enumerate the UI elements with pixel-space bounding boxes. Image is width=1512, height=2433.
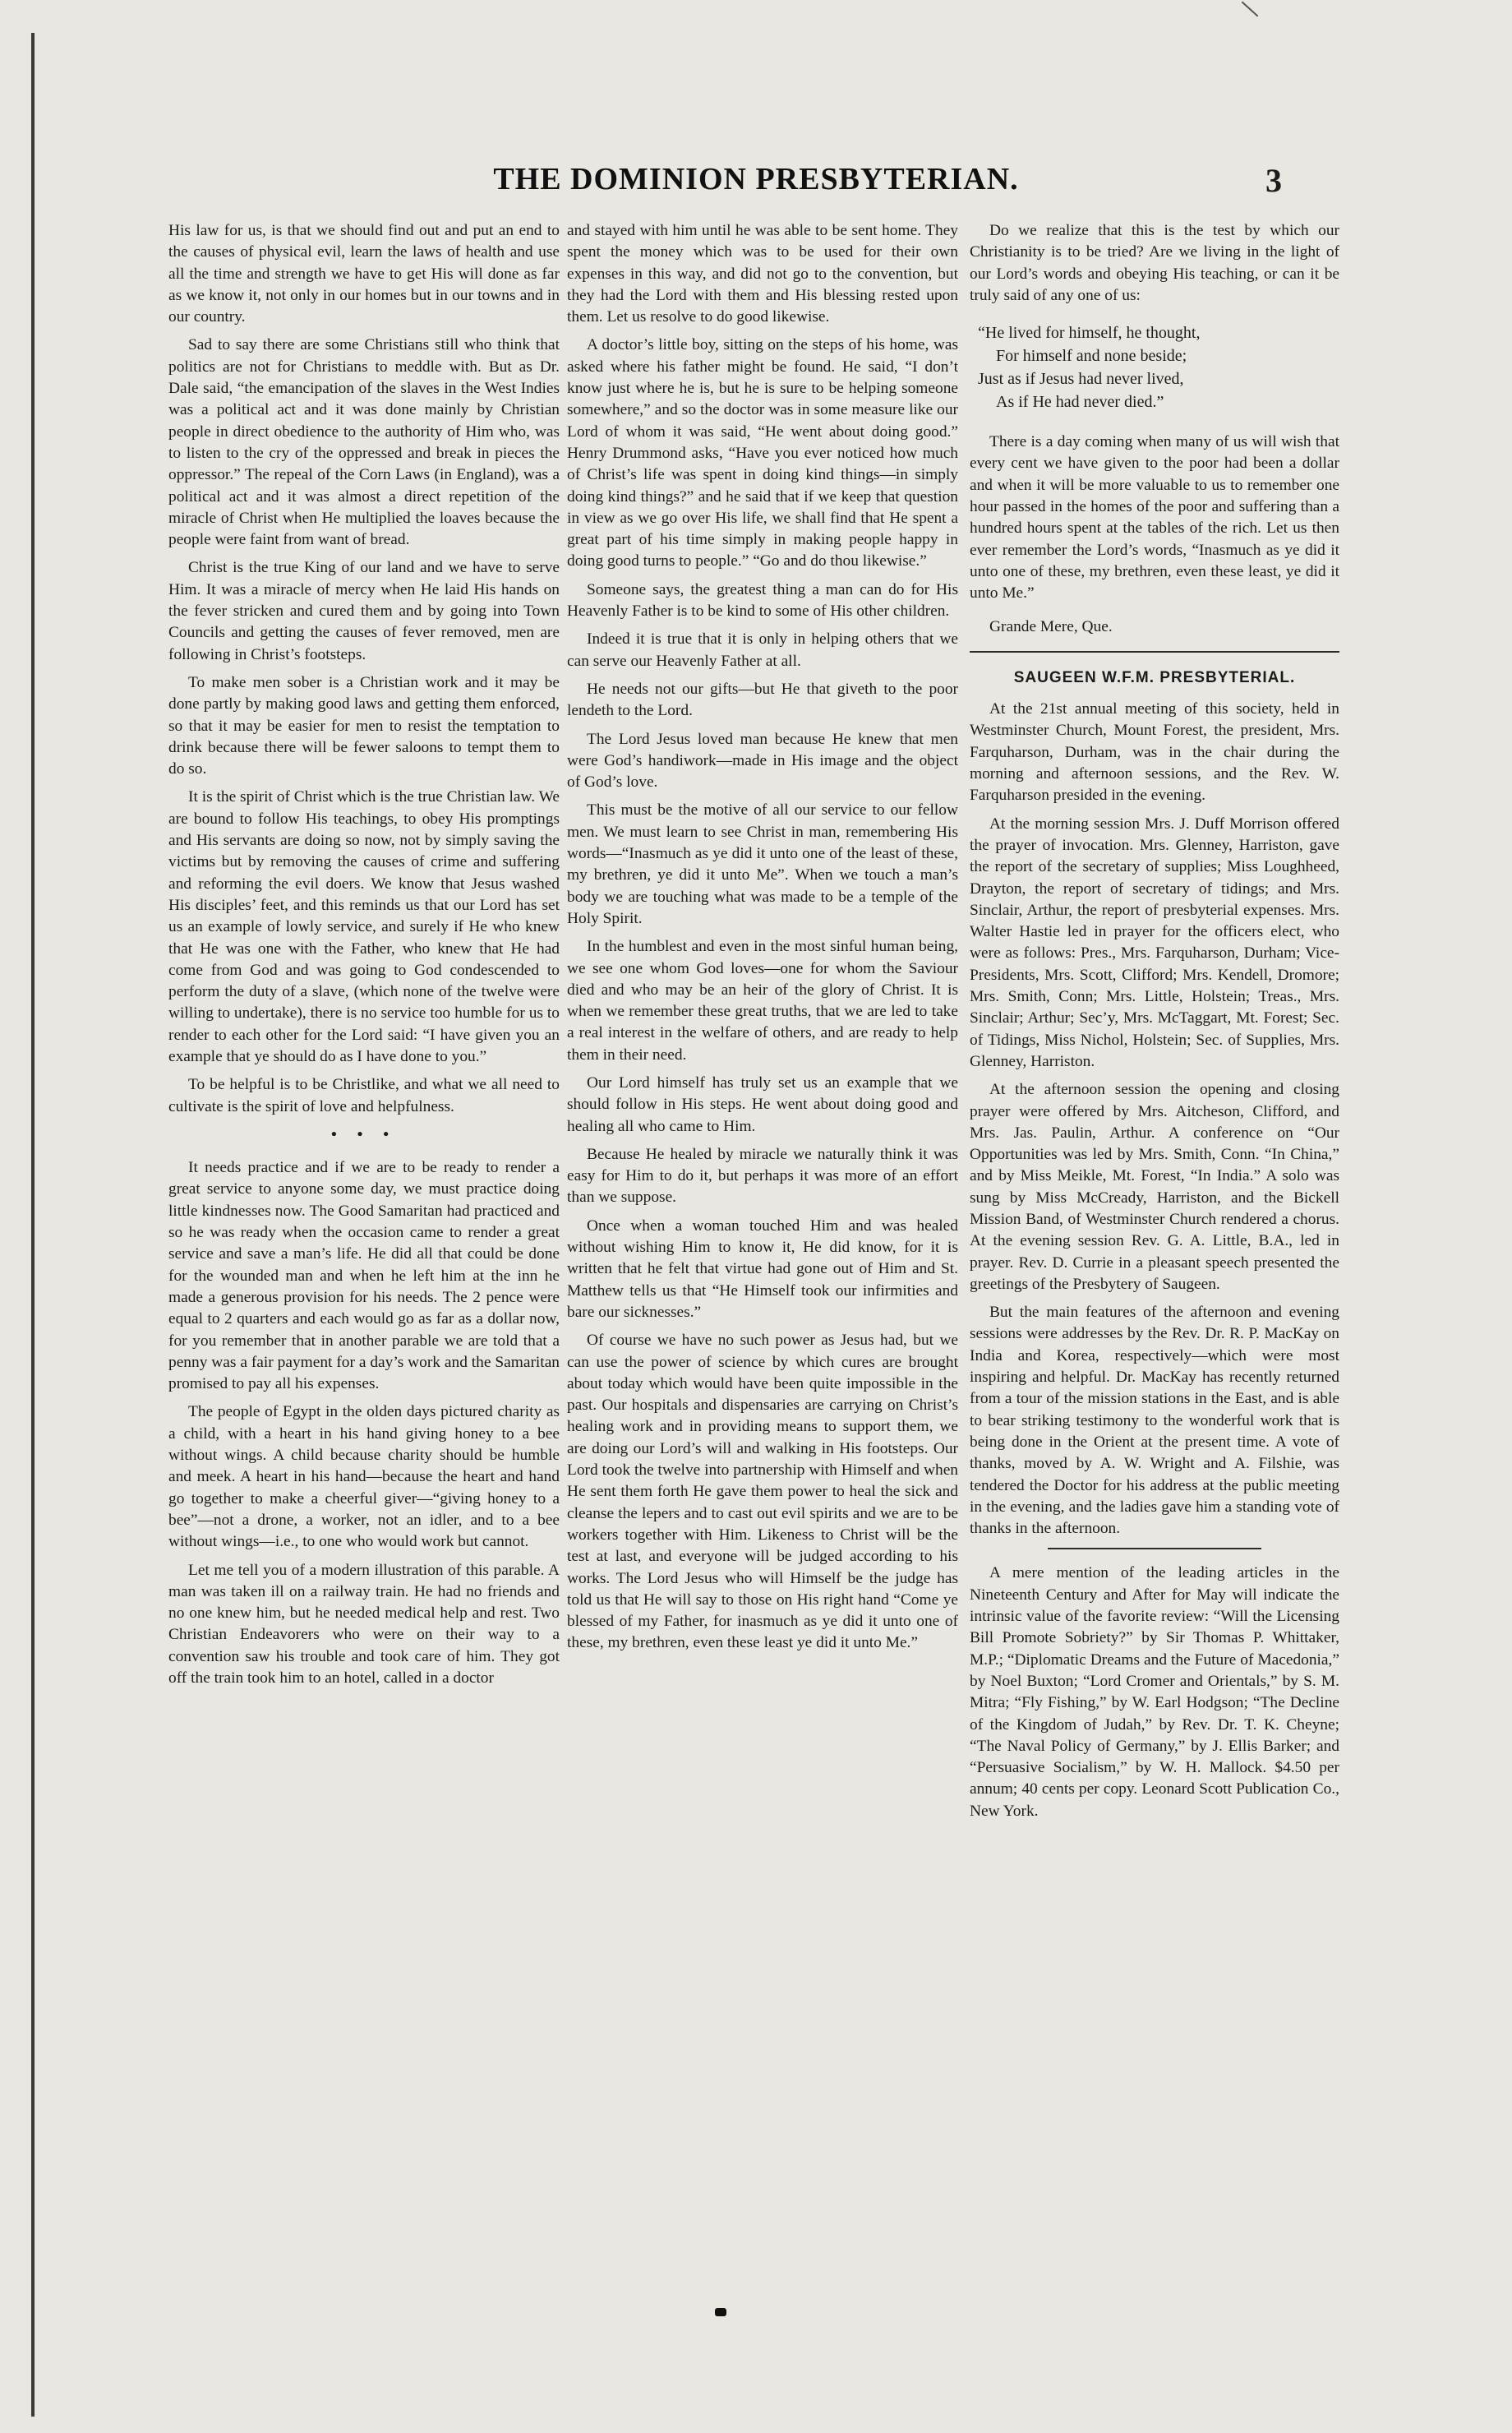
poem-line: Just as if Jesus had never lived, [978,370,1184,389]
paragraph: A mere mention of the leading articles in the Nineteenth Century and After for May will indicate the intrinsic value of the favorite review: “Will the Licensing Bill Promote Sobriety?” by Sir Thomas P. Whittaker, M.P.; “Diplomatic Dreams and the Future of Macedonia,” by Noel Buxton; “Lord Cromer and Orientals,” by S. M. Mitra; “Fly Fishing,” by W. Earl Hodgson; “The Decline of the Kingdom of Judah,” by Rev. Dr. T. K. Cheyne; “The Naval Policy of Germany,” by J. Ellis Barker; and “Persuasive Socialism,” by W. H. Mallock. $4.50 per annum; 40 cents per copy. Leonard Scott Publication Co., New York. [970,1564,1339,1820]
paragraph: Do we realize that this is the test by which our Christianity is to be tried? Are we living in the light of our Lord’s words and obeying His teaching, or can it be truly said of any one of us: [970,222,1339,304]
paragraph: Because He healed by miracle we naturally think it was easy for Him to do it, but perhaps it was more of an effort than we suppose. [567,1145,958,1207]
paragraph: The people of Egypt in the olden days pictured charity as a child, with a heart in his hand giving honey to a bee without wings. A child because charity should be humble and meek. A heart in his hand—because the heart and hand go together to make a cheerful giver—“giving honey to a bee”—not a drone, a worker, not an idler, and to a bee without wings—i.e., to one who would work but cannot. [168,1403,560,1551]
paragraph: Sad to say there are some Christians still who think that politics are not for Christians to meddle with. But as Dr. Dale said, “the emancipation of the slaves in the West Indies was a political act and it was done mainly by Christian people in direct obedience to the authority of Him who, was to listen to the cry of the oppressed and break in pieces the oppressor.” The repeal of the Corn Laws (in England), was a political act and it was almost a direct repetition of the miracle of Christ when He multiplied the loaves because the people were faint from want of bread. [168,336,560,549]
column-middle [567,220,958,1661]
paragraph: This must be the motive of all our service to our fellow men. We must learn to see Christ in man, remembering His words—“Inasmuch as ye did it unto one of the least of these, my brethren, ye did it unto Me”. When we touch a man’s body we are touching what was made to be a temple of the Holy Spirit. [567,801,958,927]
section-heading: SAUGEEN W.F.M. PRESBYTERIAL. [1013,668,1296,686]
paragraph: At the 21st annual meeting of this society, held in Westminster Church, Mount Forest, the president, Mrs. Farquharson, Durham, was in the chair during the morning and afternoon sessions, and the Rev. W. Farquharson presided in the evening. [970,700,1339,805]
page-number: 3 [1265,162,1282,199]
paragraph: Once when a woman touched Him and was healed without wishing Him to know it, He did know, for it is written that he felt that virtue had gone out of Him and St. Matthew tells us that “He Himself took our infirmities and bare our sicknesses.” [567,1216,958,1321]
paragraph: To make men sober is a Christian work and it may be done partly by making good laws and getting them enforced, so that it may be easier for men to resist the temptation to drink because there will be fewer saloons to tempt them to do so. [168,673,560,778]
paragraph: Our Lord himself has truly set us an example that we should follow in His steps. He went about doing good and healing all who came to Him. [567,1073,958,1135]
paragraph: He needs not our gifts—but He that giveth to the poor lendeth to the Lord. [567,680,958,720]
paragraph: It is the spirit of Christ which is the true Christian law. We are bound to follow His teachings, to obey His promptings and His servants are doing so now, not by simply saving the victims but by removing the causes of crime and suffering and reforming the evil doers. We know that Jesus washed His disciples’ feet, and this reminds us that our Lord has set us an example of lowly service, and surely if He who knew that He was one with the Father, who knew that He had come from God and was going to God condescended to perform the duty of a slave, (which none of the twelve were willing to undertake), there is no service too humble for us to render to each other for the Lord said: “I have given you an example that ye should do as I have done to you.” [168,788,560,1065]
paragraph: At the afternoon session the opening and closing prayer were offered by Mrs. Aitcheson, Clifford, and Mrs. Jas. Paulin, Arthur. A conference on “Our Opportunities was led by Mrs. Smith, Conn. “In China,” and by Miss Meikle, Mt. Forest, “In India.” A solo was sung by Miss McCready, Harriston, and the Bickell Mission Band, of Westminster Church rendered a chorus. At the evening session Rev. G. A. Little, B.A., led in prayer. Rev. D. Currie in a pleasant speech presented the greetings of the Presbytery of Saugeen. [970,1081,1339,1293]
paragraph: His law for us, is that we should find out and put an end to the causes of physical evil, learn the laws of health and use all the time and strength we have to get His will done as far as we know it, not only in our homes but in our towns and in our country. [168,222,560,326]
paragraph: Someone says, the greatest thing a man can do for His Heavenly Father is to be kind to some of His other children. [567,580,958,621]
paragraph: The Lord Jesus loved man because He knew that men were God’s handiwork—made in His image and the object of God’s love. [567,730,958,792]
section-separator: • • • [330,1125,398,1143]
poem [978,321,1339,413]
corner-scratch [1242,2,1259,17]
left-border-rule [31,33,35,2417]
paragraph: There is a day coming when many of us will wish that every cent we have given to the poor had been a dollar and when it will be more valuable to us to remember one hour passed in the homes of the poor and suffering than a hundred hours spent at the tables of the rich. Let us then ever remember the Lord’s words, “Inasmuch as ye did it unto one of these, my brethren, even these least, ye did it unto Me.” [970,433,1339,602]
section-rule [970,651,1339,653]
bottom-ink-mark [715,2308,726,2316]
paragraph: It needs practice and if we are to be ready to render a great service to anyone some day, we must practice doing little kindnesses now. The Good Samaritan had practiced and so he was ready when the occasion came to render a great service and save a man’s life. He did all that could be done for the wounded man and when he left him at the inn he made a generous provision for his needs. The 2 pence were equal to 2 quarters and each would go as far as a dollar now, for you remember that in another parable we are told that a penny was a fair payment for a day’s work and the Samaritan promised to pay all his expenses. [168,1159,560,1393]
paragraph: and stayed with him until he was able to be sent home. They spent the money which was to be used for their own expenses in this way, and did not go to the convention, but they had the Lord with them and His blessing rested upon them. Let us resolve to do good likewise. [567,222,958,326]
paragraph: At the morning session Mrs. J. Duff Morrison offered the prayer of invocation. Mrs. Glenney, Harriston, gave the report of the secretary of supplies; Miss Loughheed, Drayton, the report of secretary of tidings; and Mrs. Sinclair, Arthur, the report of presbyterial expenses. Mrs. Walter Hastie led in prayer for the officers elect, who were as follows: Pres., Mrs. Farquharson, Durham; Vice-Presidents, Mrs. Scott, Clifford; Mrs. Kendell, Dromore; Mrs. Smith, Conn; Mrs. Little, Holstein; Treas., Mrs. Sinclair; Arthur; Sec’y, Mrs. McTaggart, Mt. Forest; Sec. of Tidings, Miss Nichol, Holstein; Sec. of Supplies, Mrs. Glenney, Harriston. [970,815,1339,1070]
paragraph: Let me tell you of a modern illustration of this parable. A man was taken ill on a railway train. He had no friends and no one knew him, but he needed medical help and rest. Two Christian Endeavorers who were on their way to a convention saw his trouble and took care of him. They got off the train took him to an hotel, called in a doctor [168,1561,560,1687]
poem-line: For himself and none beside; [996,347,1187,366]
paragraph: But the main features of the afternoon and evening sessions were addresses by the Rev. Dr. R. P. MacKay on India and Korea, respectively—which were most inspiring and helpful. Dr. MacKay has recently returned from a tour of the mission stations in the East, and is able to bear striking testimony to the wonderful work that is being done in the Orient at the present time. A vote of thanks, moved by A. W. Wright and A. Filshie, was tendered the Doctor for his address at the public meeting in the evening, and the ladies gave him a standing vote of thanks in the afternoon. [970,1304,1339,1538]
paragraph: Indeed it is true that it is only in helping others that we can serve our Heavenly Father at all. [567,630,958,670]
paragraph: Of course we have no such power as Jesus had, but we can use the power of science by which cures are brought about today which would have been quite impossible in the past. Our hospitals and dispensaries are carrying on Christ’s healing work and in providing means to support them, we are doing our Lord’s will and walking in His footsteps. Our Lord took the twelve into partnership with Himself and when He sent them forth He gave them power to heal the sick and cleanse the lepers and to cast out evil spirits and we are to be workers together with Him. Likeness to Christ will be the test at last, and everyone will be judged according to his works. The Lord Jesus who will Himself be the judge has told us that He will say to those on His right hand “Come ye blessed of my Father, for inasmuch as ye did it unto one of these, my brethren, even these least ye did it unto Me.” [567,1332,958,1652]
poem-line: “He lived for himself, he thought, [978,324,1201,343]
masthead-title: THE DOMINION PRESBYTERIAN. [493,162,1019,196]
signature-line: Grande Mere, Que. [989,617,1113,635]
page-header [0,161,1512,210]
paragraph: A doctor’s little boy, sitting on the steps of his home, was asked where his father might be found. He said, “I don’t know just where he is, but he is sure to be helping someone somewhere,” and so the doctor was in some measure like our Lord of whom it was said, “He went about doing good.” Henry Drummond asks, “Have you ever noticed how much of Christ’s life was spent in doing kind things—in simply doing kind things?” and he said that if we keep that question in view as we go over His life, we shall find that He spent a great part of his time simply in making people happy in doing good turns to people.” “Go and do thou likewise.” [567,336,958,570]
paragraph: Christ is the true King of our land and we have to serve Him. It was a miracle of mercy when He laid His hands on the fever stricken and cured them and by going into Town Councils and getting the causes of fever removed, men are following in Christ’s footsteps. [168,559,560,663]
paragraph: In the humblest and even in the most sinful human being, we see one whom God loves—one for whom the Saviour died and who may be an heir of the glory of Christ. It is when we remember these great truths, that we are led to take a real interest in the welfare of others, and are ready to help them in their need. [567,938,958,1064]
poem-line: As if He had never died.” [996,393,1164,412]
column-right [970,220,1339,1829]
paragraph: To be helpful is to be Christlike, and what we all need to cultivate is the spirit of love and helpfulness. [168,1076,560,1115]
section-rule [1048,1548,1261,1549]
column-left [168,220,560,1696]
